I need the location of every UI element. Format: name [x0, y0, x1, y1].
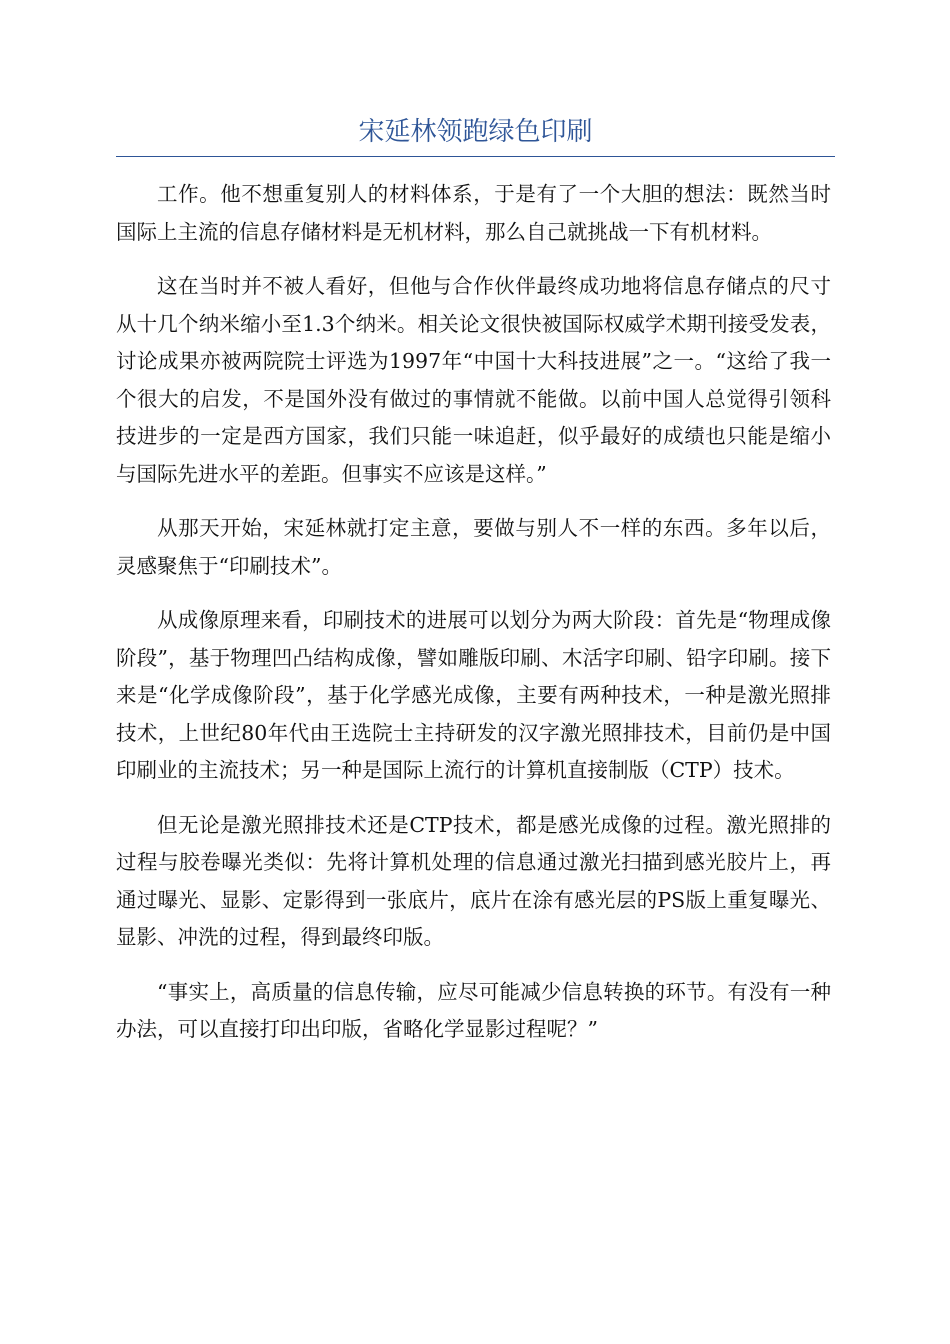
paragraph: 从成像原理来看，印刷技术的进展可以划分为两大阶段：首先是“物理成像阶段”，基于物理凹凸结构成像，譬如雕版印刷、木活字印刷、铅字印刷。接下来是“化学成像阶段”，基于化学感光成像，主要有两种技术，一种是激光照排技术，上世纪80年代由王选院士主持研发的汉字激光照排技术，目前仍是中国印刷业的主流技术；另一种是国际上流行的计算机直接制版（CTP）技术。 — [116, 608, 831, 782]
paragraph: 但无论是激光照排技术还是CTP技术，都是感光成像的过程。激光照排的过程与胶卷曝光类似：先将计算机处理的信息通过激光扫描到感光胶片上，再通过曝光、显影、定影得到一张底片，底片在涂有感光层的PS版上重复曝光、显影、冲洗的过程，得到最终印版。 — [116, 812, 831, 949]
page-header — [116, 112, 835, 157]
paragraph: 从那天开始，宋延林就打定主意，要做与别人不一样的东西。多年以后，灵感聚焦于“印刷技术”。 — [116, 516, 831, 578]
paragraph: 工作。他不想重复别人的材料体系，于是有了一个大胆的想法：既然当时国际上主流的信息存储材料是无机材料，那么自己就挑战一下有机材料。 — [116, 182, 831, 244]
document-body — [116, 176, 831, 1066]
page-title: 宋延林领跑绿色印刷 — [358, 117, 593, 147]
paragraph: 这在当时并不被人看好，但他与合作伙伴最终成功地将信息存储点的尺寸从十几个纳米缩小至1.3个纳米。相关论文很快被国际权威学术期刊接受发表，讨论成果亦被两院院士评选为1997年“中国十大科技进展”之一。“这给了我一个很大的启发，不是国外没有做过的事情就不能做。以前中国人总觉得引领科技进步的一定是西方国家，我们只能一味追赶，似乎最好的成绩也只能是缩小与国际先进水平的差距。但事实不应该是这样。” — [116, 274, 831, 486]
paragraph: “事实上，高质量的信息传输，应尽可能减少信息转换的环节。有没有一种办法，可以直接打印出印版，省略化学显影过程呢？” — [116, 979, 831, 1041]
